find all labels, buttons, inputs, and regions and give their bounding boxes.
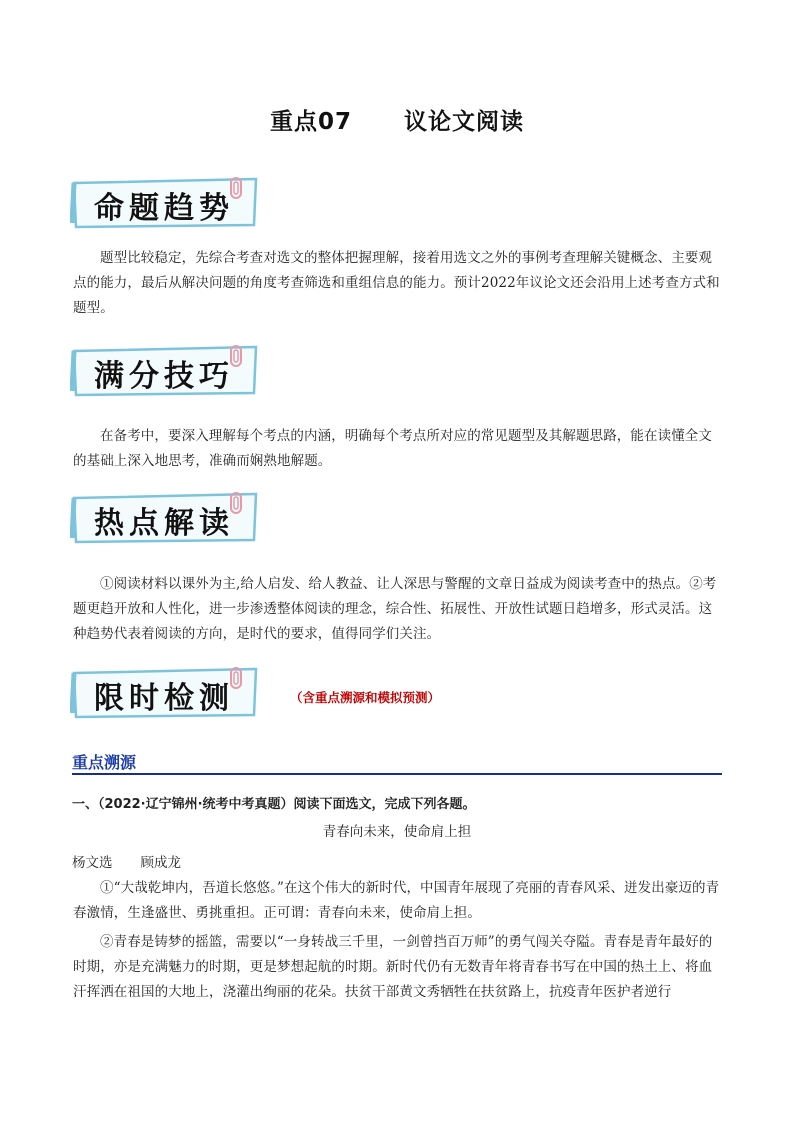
skills-paragraph: 在备考中，要深入理解每个考点的内涵，明确每个考点所对应的常见题型及其解题思路，能在读懂全文的基础上深入地思考，准确而娴熟地解题。 [73, 428, 712, 469]
banner-label: 满分技巧 [94, 359, 234, 394]
article-paragraph-1: ①“大哉乾坤内，吾道长悠悠。”在这个伟大的新时代，中国青年展现了亮丽的青春风采、迸发出豪迈的青春激情，生逢盛世、勇挑重担。正可谓：青春向未来，使命肩上担。 [73, 880, 720, 921]
banner-label: 限时检测 [94, 681, 234, 716]
title-part-2: 议论文阅读 [404, 109, 524, 135]
author-name: 顾成龙 [140, 855, 181, 871]
title-part-1: 重点07 [269, 109, 352, 135]
article-paragraph-2: ②青春是铸梦的摇篮，需要以“一身转战三千里，一剑曾挡百万师”的勇气闯关夺隘。青春是青年最好的时期，亦是充满魅力的时期，更是梦想起航的时期。新时代仍有无数青年将青春书写在中国的热土上、将血汗挥洒在祖国的大地上，浇灌出绚丽的花朵。扶贫干部黄文秀牺牲在扶贫路上，抗疫青年医护者逆行 [73, 934, 713, 1000]
banner-test [70, 667, 260, 719]
trend-paragraph: 题型比较稳定，先综合考查对选文的整体把握理解，接着用选文之外的事例考查理解关键概念、主要观点的能力，最后从解决问题的角度考查筛选和重组信息的能力。预计2022年议论文还会沿用上述考查方式和题型。 [73, 250, 720, 316]
author-name: 杨文选 [72, 855, 113, 871]
article-authors [72, 851, 181, 871]
article-title: 青春向未来，使命肩上担 [322, 824, 472, 840]
section-divider [72, 773, 722, 775]
banner-skills [70, 345, 260, 397]
banner-label: 热点解读 [94, 506, 234, 541]
test-note: （含重点溯源和模拟预测） [290, 690, 441, 705]
banner-label: 命题趋势 [94, 191, 234, 226]
question-prompt: 一、（2022·辽宁锦州·统考中考真题）阅读下面选文，完成下列各题。 [72, 797, 476, 812]
banner-trend [70, 177, 260, 229]
section-heading: 重点溯源 [72, 753, 137, 772]
page-title [0, 103, 794, 136]
banner-hot [70, 492, 260, 544]
hot-paragraph: ①阅读材料以课外为主,给人启发、给人教益、让人深思与警醒的文章日益成为阅读考查中的热点。②考题更趋开放和人性化，进一步渗透整体阅读的理念，综合性、拓展性、开放性试题日趋增多，形式灵活。这种趋势代表着阅读的方向，是时代的要求，值得同学们关注。 [73, 576, 717, 642]
